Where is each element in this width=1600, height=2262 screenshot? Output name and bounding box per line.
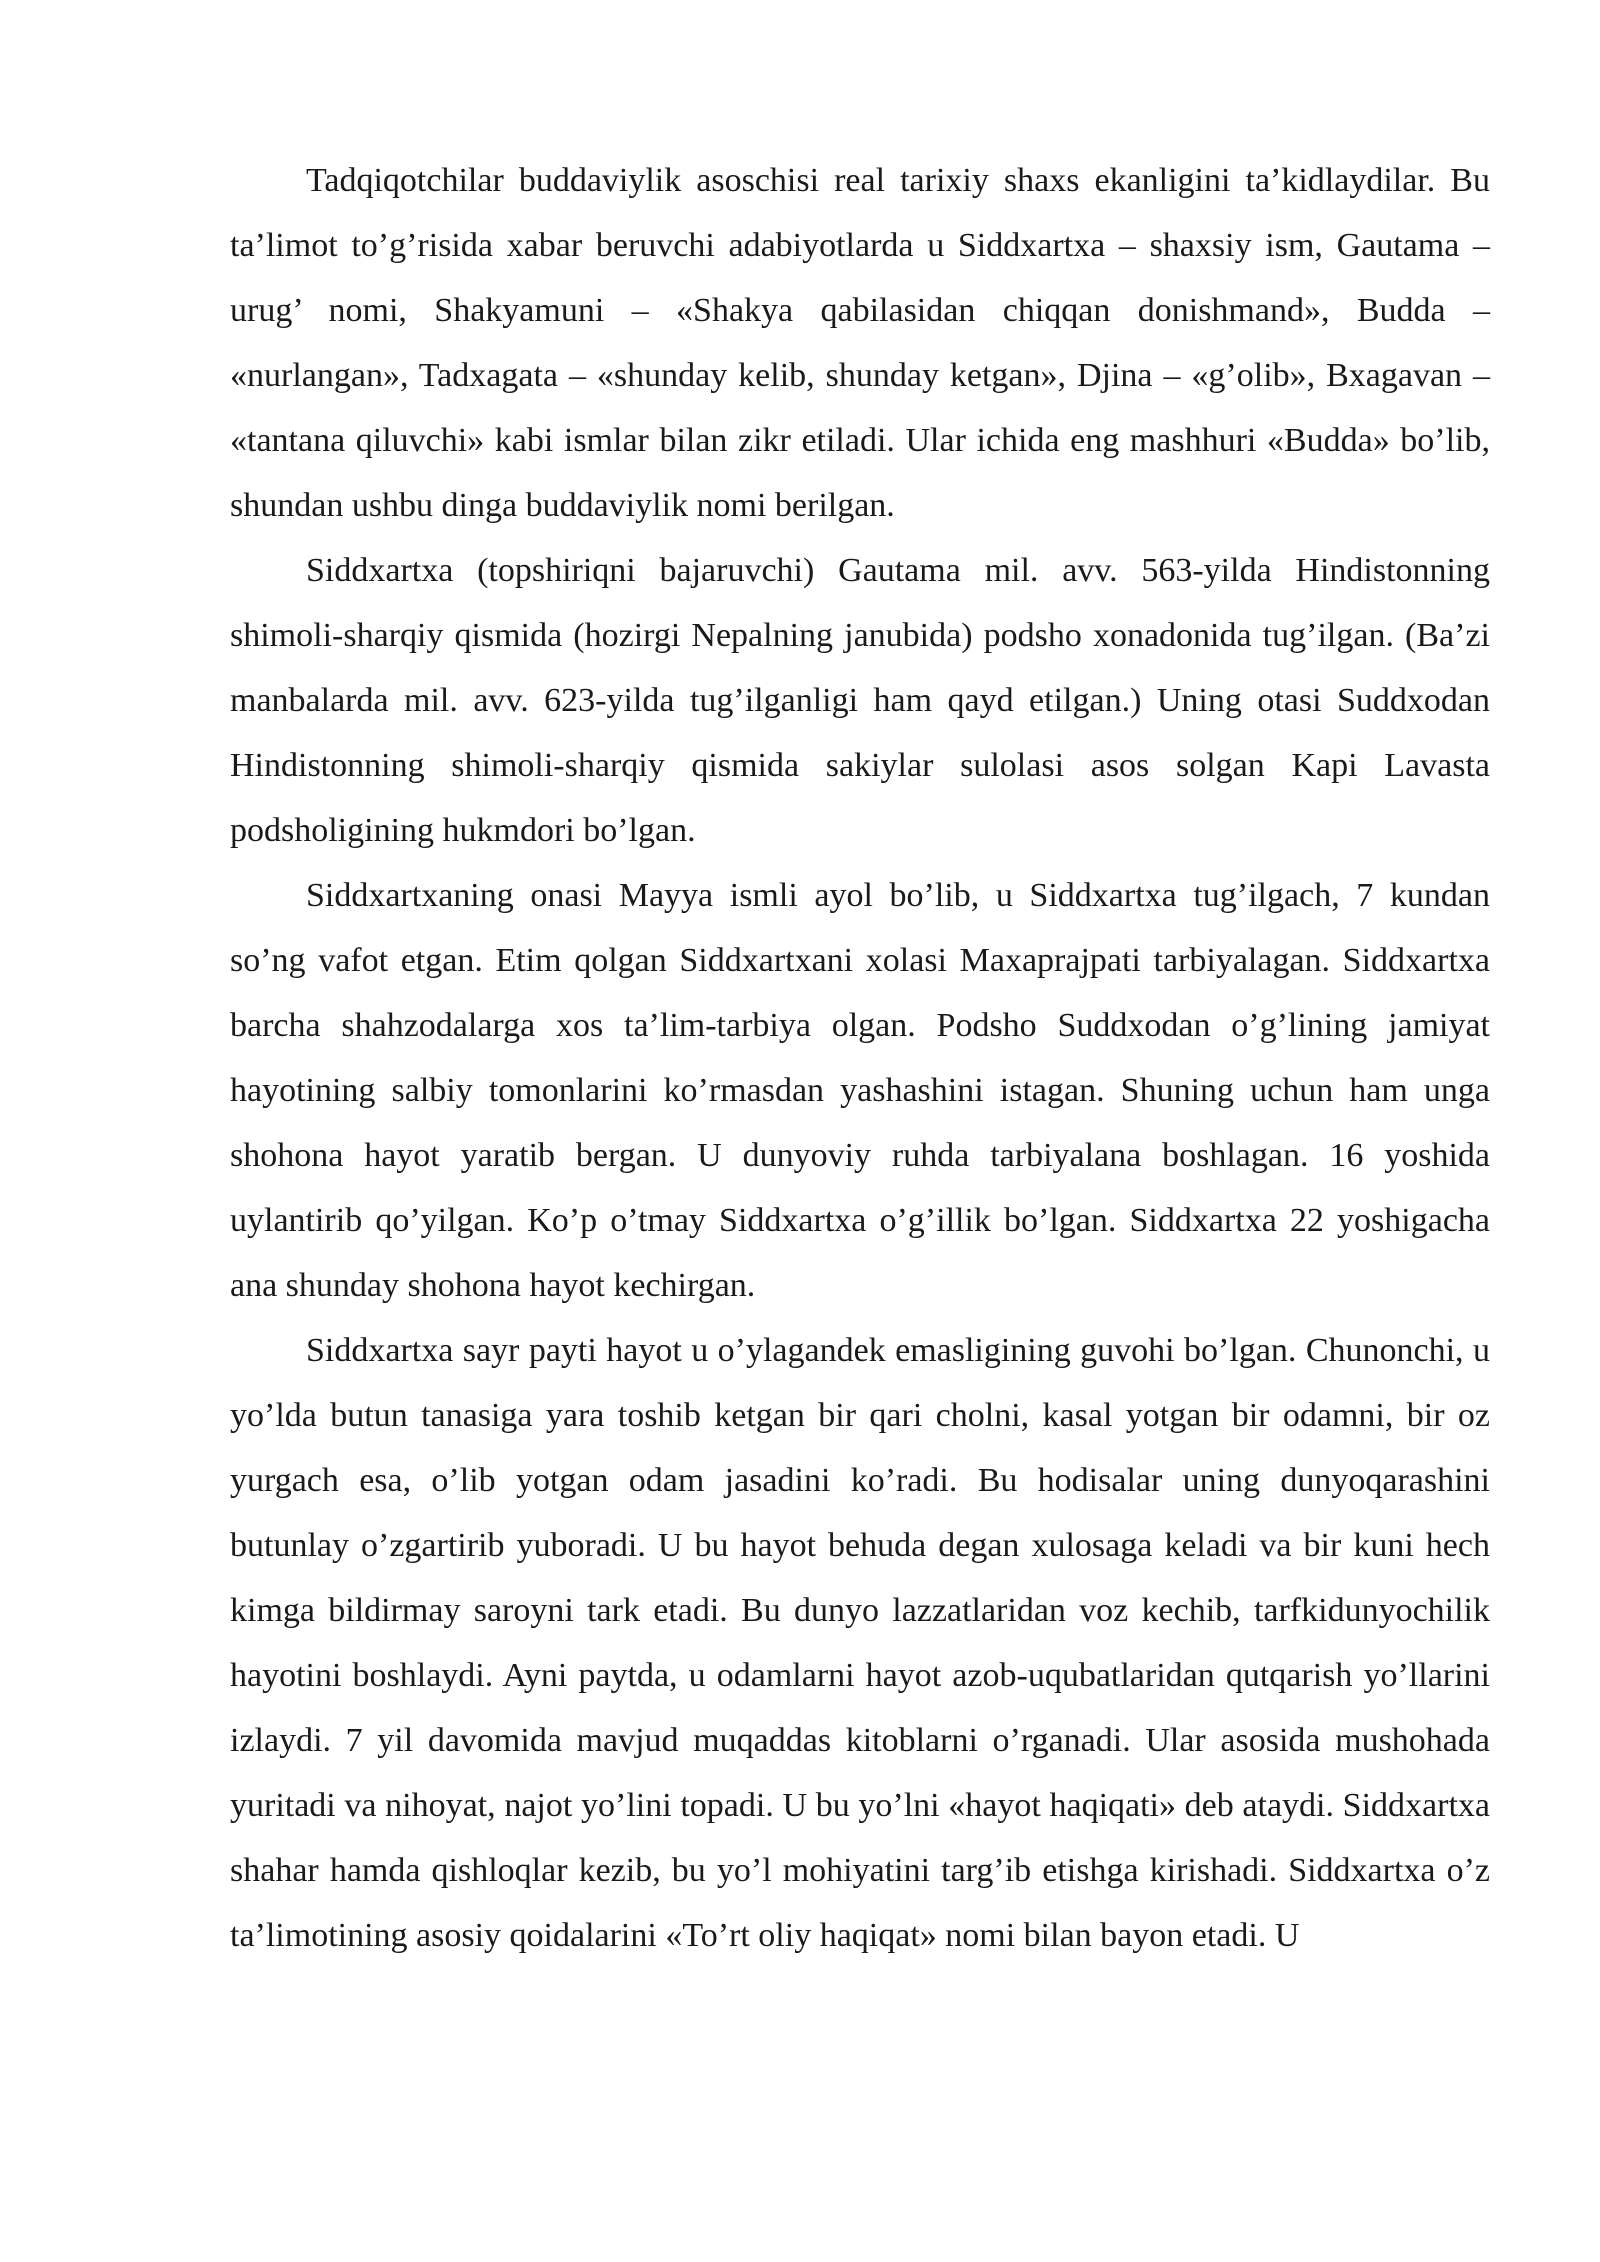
paragraph-4: Siddxartxa sayr payti hayot u o’ylagandek emasligining guvohi bo’lgan. Chunonchi, u yo’lda butun tanasiga yara toshib ketgan bir qari cholni, kasal yotgan bir odamni, bir oz yurgach esa, o’lib yotgan odam jasadini ko’radi. Bu hodisalar uning dunyoqarashini butunlay o’zgartirib yuboradi. U bu hayot behuda degan xulosaga keladi va bir kuni hech kimga bildirmay saroyni tark etadi. Bu dunyo lazzatlaridan voz kechib, tarfkidunyochilik hayotini boshlaydi. Ayni paytda, u odamlarni hayot azob-uqubatlaridan qutqarish yo’llarini izlaydi. 7 yil davomida mavjud muqaddas kitoblarni o’rganadi. Ular asosida mushohada yuritadi va nihoyat, najot yo’lini topadi. U bu yo’lni «hayot haqiqati» deb ataydi. Siddxartxa shahar hamda qishloqlar kezib, bu yo’l mohiyatini targ’ib etishga kirishadi. Siddxartxa o’z ta’limotining asosiy qoidalarini «To’rt oliy haqiqat» nomi bilan bayon etadi. U [230, 1332, 1490, 1954]
paragraph-1: Tadqiqotchilar buddaviylik asoschisi real tarixiy shaxs ekanligini ta’kidlaydilar. Bu ta’limot to’g’risida xabar beruvchi adabiyotlarda u Siddxartxa – shaxsiy ism, Gautama – urug’ nomi, Shakyamuni – «Shakya qabilasidan chiqqan donishmand», Budda – «nurlangan», Tadxagata – «shunday kelib, shunday ketgan», Djina – «g’olib», Bxagavan – «tantana qiluvchi» kabi ismlar bilan zikr etiladi. Ular ichida eng mashhuri «Budda» bo’lib, shundan ushbu dinga buddaviylik nomi berilgan. [230, 162, 1490, 524]
body-text [230, 148, 1490, 1968]
paragraph-2: Siddxartxa (topshiriqni bajaruvchi) Gautama mil. avv. 563-yilda Hindistonning shimoli-sharqiy qismida (hozirgi Nepalning janubida) podsho xonadonida tug’ilgan. (Ba’zi manbalarda mil. avv. 623-yilda tug’ilganligi ham qayd etilgan.) Uning otasi Suddxodan Hindistonning shimoli-sharqiy qismida sakiylar sulolasi asos solgan Kapi Lavasta podsholigining hukmdori bo’lgan. [230, 552, 1490, 849]
paragraph-3: Siddxartxaning onasi Mayya ismli ayol bo’lib, u Siddxartxa tug’ilgach, 7 kundan so’ng vafot etgan. Etim qolgan Siddxartxani xolasi Maxaprajpati tarbiyalagan. Siddxartxa barcha shahzodalarga xos ta’lim-tarbiya olgan. Podsho Suddxodan o’g’lining jamiyat hayotining salbiy tomonlarini ko’rmasdan yashashini istagan. Shuning uchun ham unga shohona hayot yaratib bergan. U dunyoviy ruhda tarbiyalana boshlagan. 16 yoshida uylantirib qo’yilgan. Ko’p o’tmay Siddxartxa o’g’illik bo’lgan. Siddxartxa 22 yoshigacha ana shunday shohona hayot kechirgan. [230, 877, 1490, 1304]
